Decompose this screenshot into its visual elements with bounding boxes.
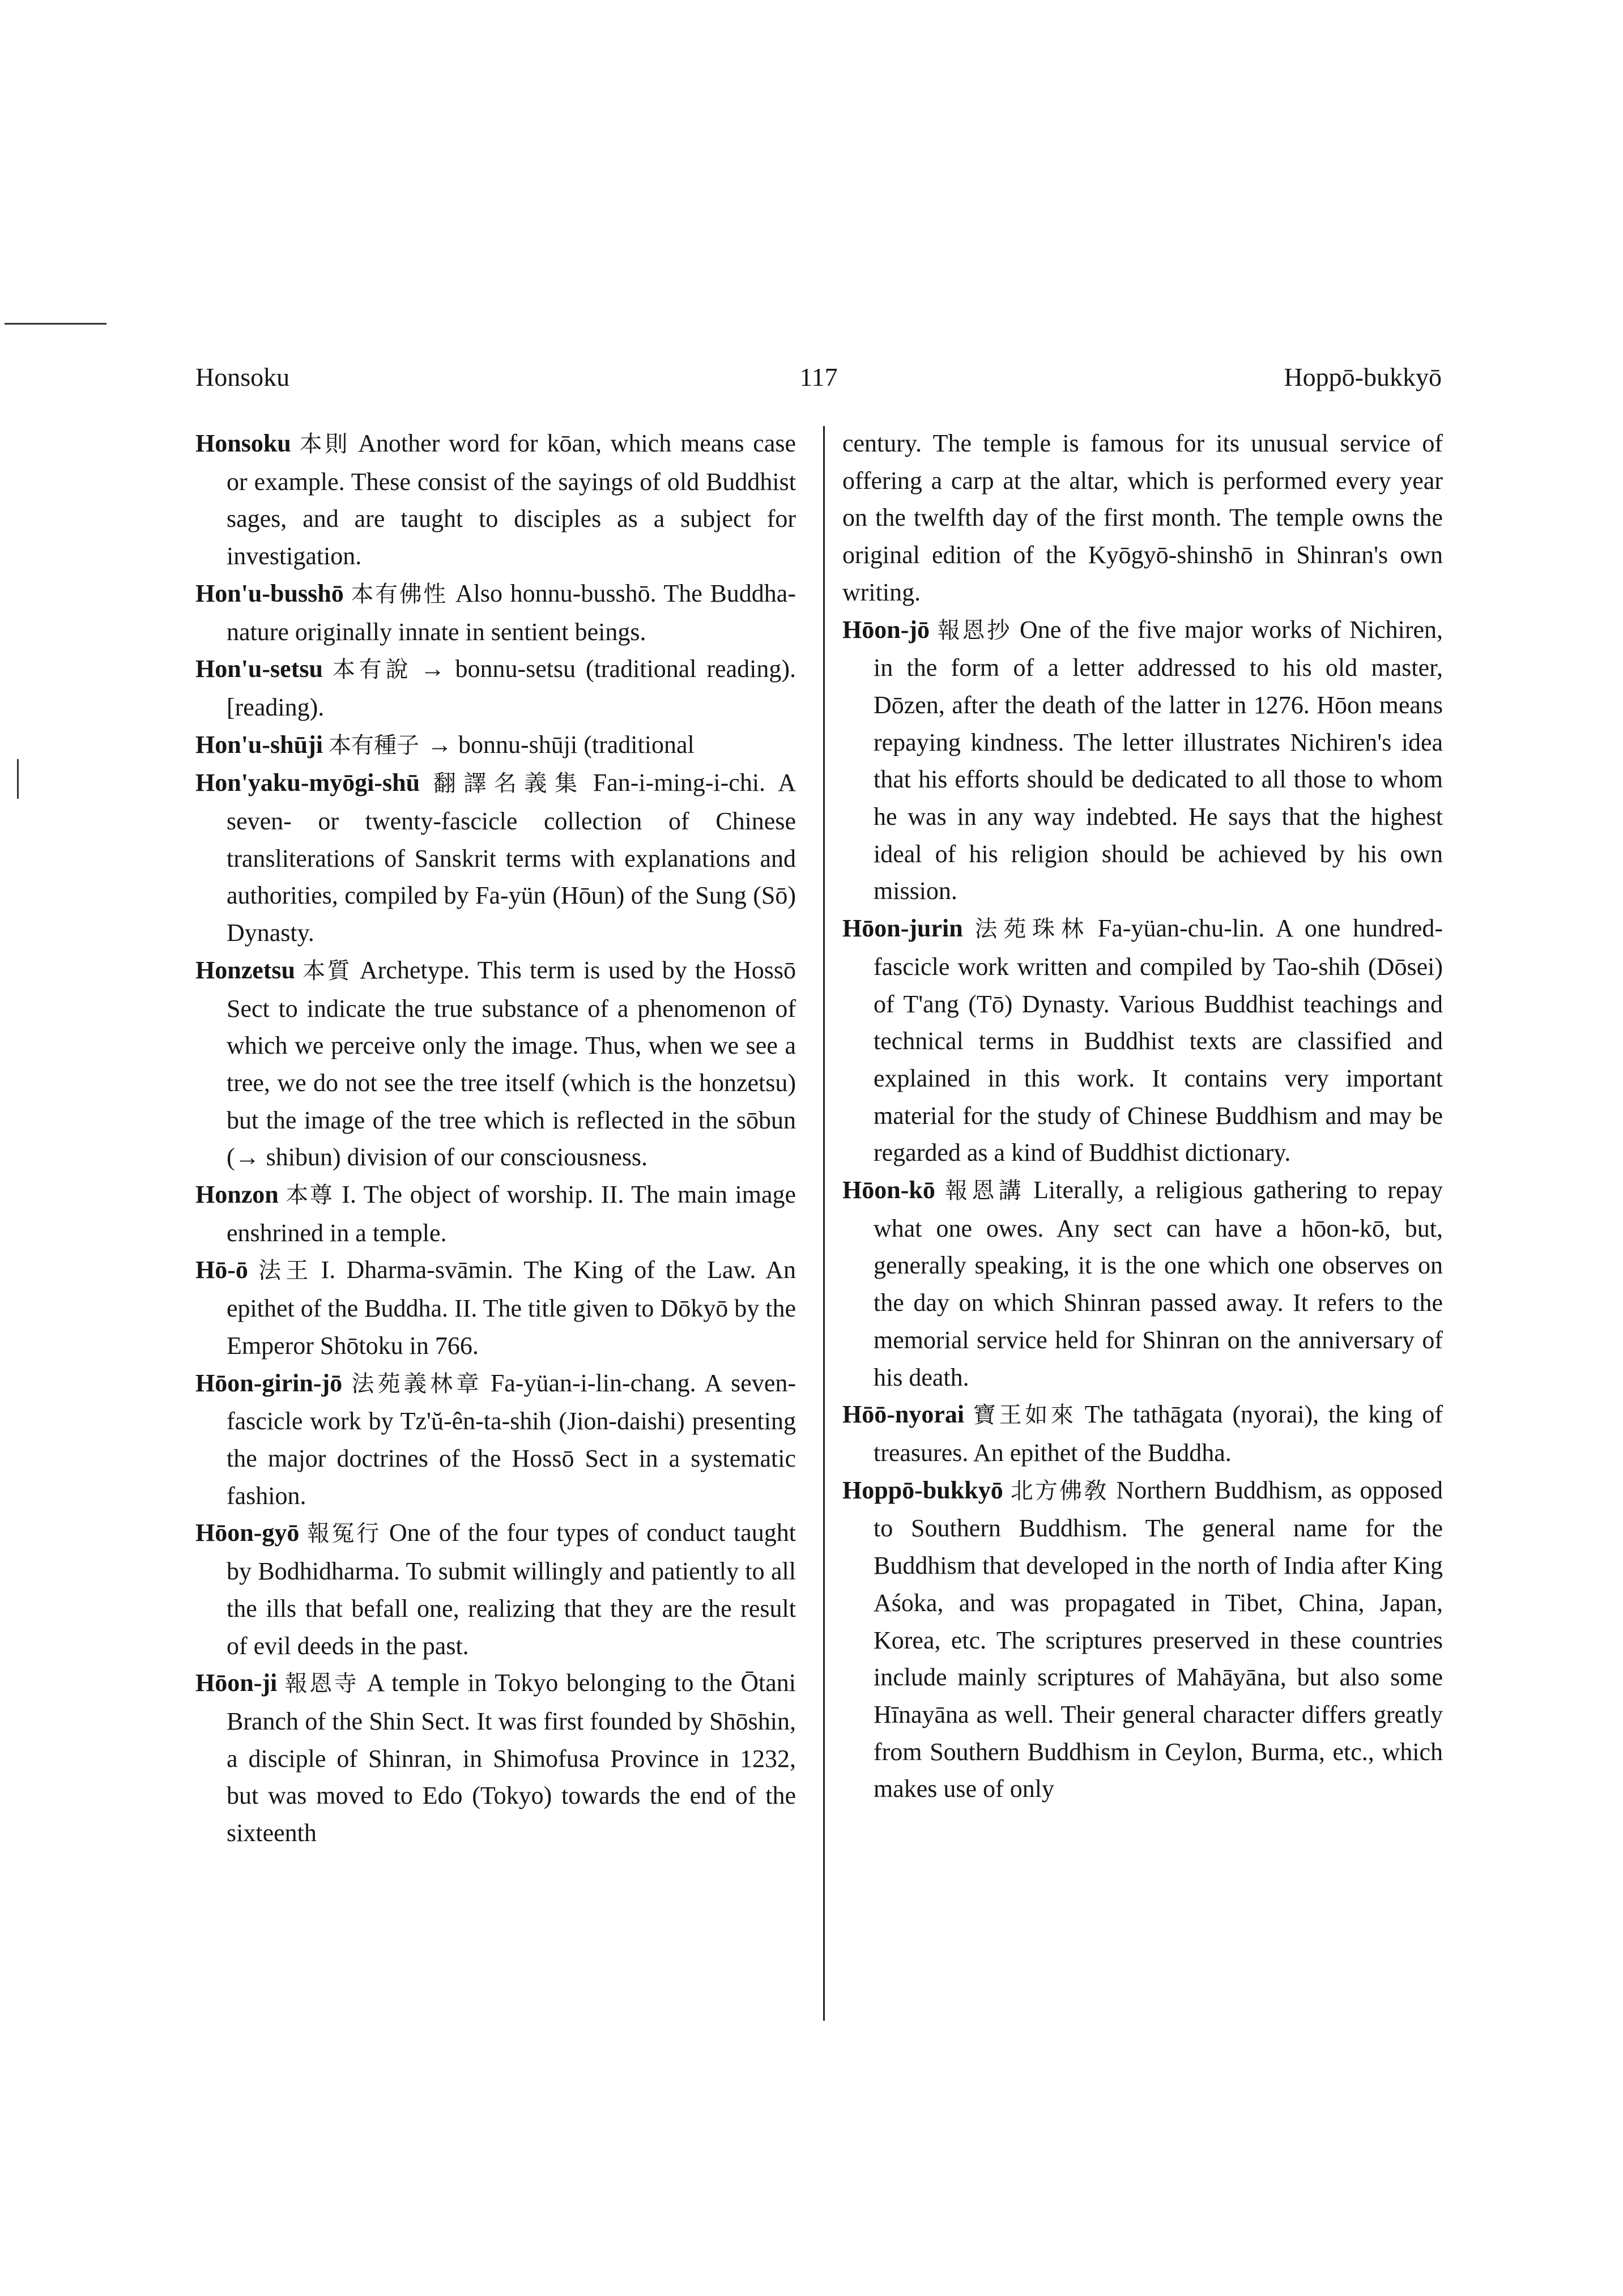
- dictionary-entry: [842, 910, 1443, 1172]
- column-divider: [823, 426, 825, 2021]
- dictionary-entry: [195, 1664, 796, 1852]
- entry-definition: Fan-i-ming-i-chi. A seven- or twenty-fascicle collection of Chinese transliterations of Sanskrit terms with explanations and authorities, compiled by Fa-yün (Hōun) of the Sung (Sō) Dynasty.: [227, 769, 796, 947]
- page-number: 117: [799, 363, 838, 391]
- entry-characters: 報恩講: [940, 1178, 1026, 1204]
- dictionary-entry: [195, 1514, 796, 1664]
- entry-headword: Hōon-girin-jō: [195, 1369, 343, 1397]
- entry-headword: Honzetsu: [195, 956, 295, 984]
- entry-characters: 本則: [296, 431, 351, 457]
- entry-characters: 翻譯名義集: [425, 770, 585, 797]
- entry-headword: Hōō-nyorai: [842, 1400, 965, 1429]
- entry-headword: Hō-ō: [195, 1256, 248, 1284]
- entry-definition: Fa-yüan-i-lin-chang. A seven-fascicle work by Tz'ŭ-ên-ta-shih (Jion-daishi) presenting the major doctrines of the Hossō Sect in a systematic fashion.: [227, 1369, 796, 1510]
- scan-mark-top-left: [5, 323, 107, 325]
- entry-characters: 報恩寺: [283, 1671, 359, 1697]
- entry-headword: Hon'u-setsu: [195, 655, 323, 683]
- entry-definition: One of the four types of conduct taught by Bodhidharma. To submit willingly and patiently to all the ills that befall one, realizing that they are the result of evil deeds in the past.: [227, 1519, 796, 1660]
- entry-definition: Also honnu-busshō. The Buddha-nature originally innate in sentient beings.: [227, 579, 796, 646]
- entry-characters: 本有佛性: [349, 581, 448, 607]
- entry-characters: 法王: [253, 1258, 313, 1284]
- dictionary-entry: [842, 611, 1443, 910]
- entry-headword: Hōon-kō: [842, 1176, 935, 1204]
- entry-definition: The tathāgata (nyorai), the king of treasures. An epithet of the Buddha.: [874, 1400, 1443, 1467]
- entry-definition: I. The object of worship. II. The main image enshrined in a temple.: [227, 1181, 796, 1247]
- dictionary-entry: [195, 425, 796, 575]
- entry-characters: 寶王如來: [970, 1402, 1077, 1429]
- entry-headword: Hon'u-busshō: [195, 579, 344, 607]
- entry-definition: Archetype. This term is used by the Hossō Sect to indicate the true substance of a phenomenon of which we perceive only the image. Thus, when we see a tree, we do not see the tree itself (which is the honzetsu) but the image of the tree which is reflected in the sōbun (→ shibun) division of our consciousness.: [227, 956, 796, 1172]
- dictionary-entry: [195, 726, 796, 765]
- dictionary-entry: [195, 952, 796, 1176]
- header-left-guide-word: Honsoku: [195, 363, 290, 391]
- dictionary-entry: [195, 764, 796, 952]
- entry-definition: I. Dharma-svāmin. The King of the Law. An epithet of the Buddha. II. The title given to Dōkyō by the Emperor Shōtoku in 766.: [227, 1256, 796, 1360]
- entry-headword: Honzon: [195, 1181, 279, 1209]
- entry-headword: Hōon-jurin: [842, 914, 963, 943]
- entry-definition: Another word for kōan, which means case or example. These consist of the sayings of old Buddhist sages, and are taught to disciples as a subject for investigation.: [227, 429, 796, 570]
- entry-headword: Hon'yaku-myōgi-shū: [195, 769, 420, 797]
- entry-definition: Literally, a religious gathering to repay what one owes. Any sect can have a hōon-kō, but, generally speaking, it is the one which one observes on the day on which Shinran passed away. It refers to the memorial service held for Shinran on the anniversary of his death.: [874, 1176, 1443, 1391]
- entry-definition: → bonnu-setsu (traditional reading). [reading).: [227, 655, 796, 721]
- dictionary-entry: [195, 1176, 796, 1251]
- entry-characters: 本有說: [328, 657, 412, 683]
- dictionary-entry: [195, 650, 796, 726]
- dictionary-entry: [842, 1472, 1443, 1808]
- left-column: [195, 425, 796, 1852]
- header-right-guide-word: Hoppō-bukkyō: [1284, 363, 1442, 391]
- dictionary-entry: [195, 575, 796, 650]
- right-column: [842, 425, 1443, 1808]
- entry-characters: 報冤行: [305, 1520, 381, 1547]
- dictionary-entry: [842, 1172, 1443, 1396]
- entry-headword: Hōon-jō: [842, 615, 930, 644]
- entry-headword: Honsoku: [195, 429, 291, 457]
- entry-definition: A temple in Tokyo belonging to the Ōtani Branch of the Shin Sect. It was first founded by Shōshin, a disciple of Shinran, in Shimofusa Province in 1232, but was moved to Edo (Tokyo) towards the end of the sixteenth: [227, 1669, 796, 1847]
- dictionary-entry: [195, 1365, 796, 1515]
- entry-characters: 法苑珠林: [968, 916, 1090, 943]
- entry-definition: One of the five major works of Nichiren, in the form of a letter addressed to his old master, Dōzen, after the death of the latter in 1276. Hōon means repaying kindness. The letter illustrates Nichiren's idea that his efforts should be dedicated to all those to whom he was in any way indebted. He says that the highest ideal of his religion should be achieved by his own mission.: [874, 615, 1443, 905]
- entry-definition: → bonnu-shūji (traditional: [427, 730, 695, 759]
- entry-characters: 本有種子: [328, 732, 419, 759]
- entry-headword: Hōon-gyō: [195, 1519, 300, 1547]
- scan-mark-side: [17, 759, 19, 799]
- entry-headword: Hon'u-shūji: [195, 730, 323, 759]
- entry-headword: Hoppō-bukkyō: [842, 1476, 1003, 1504]
- entry-characters: 本尊: [284, 1182, 334, 1209]
- entry-characters: 北方佛敎: [1008, 1477, 1109, 1504]
- entry-characters: 本質: [301, 957, 352, 984]
- entry-definition: Northern Buddhism, as opposed to Southern Buddhism. The general name for the Buddhism that developed in the north of India after King Aśoka, and was propagated in Tibet, China, Japan, Korea, etc. The scriptures preserved in these countries include mainly scriptures of Mahāyāna, but also some Hīnayāna as well. Their general character differs greatly from Southern Buddhism in Ceylon, Burma, etc., which makes use of only: [874, 1476, 1443, 1803]
- entry-characters: 法苑義林章: [348, 1370, 483, 1397]
- entry-continuation: century. The temple is famous for its unusual service of offering a carp at the altar, which is performed every year on the twelfth day of the first month. The temple owns the original edition of the Kyōgyō-shinshō in Shinran's own writing.: [842, 429, 1443, 606]
- entry-headword: Hōon-ji: [195, 1669, 278, 1697]
- entry-definition: Fa-yüan-chu-lin. A one hundred-fascicle work written and compiled by Tao-shih (Dōsei) of T'ang (Tō) Dynasty. Various Buddhist teachings and technical terms in Buddhist texts are classified and explained in this work. It contains very important material for the study of Chinese Buddhism and may be regarded as a kind of Buddhist dictionary.: [874, 914, 1443, 1167]
- dictionary-entry: [842, 1396, 1443, 1471]
- entry-characters: 報恩抄: [935, 617, 1012, 644]
- dictionary-entry: [195, 1251, 796, 1364]
- running-header: [195, 360, 1442, 394]
